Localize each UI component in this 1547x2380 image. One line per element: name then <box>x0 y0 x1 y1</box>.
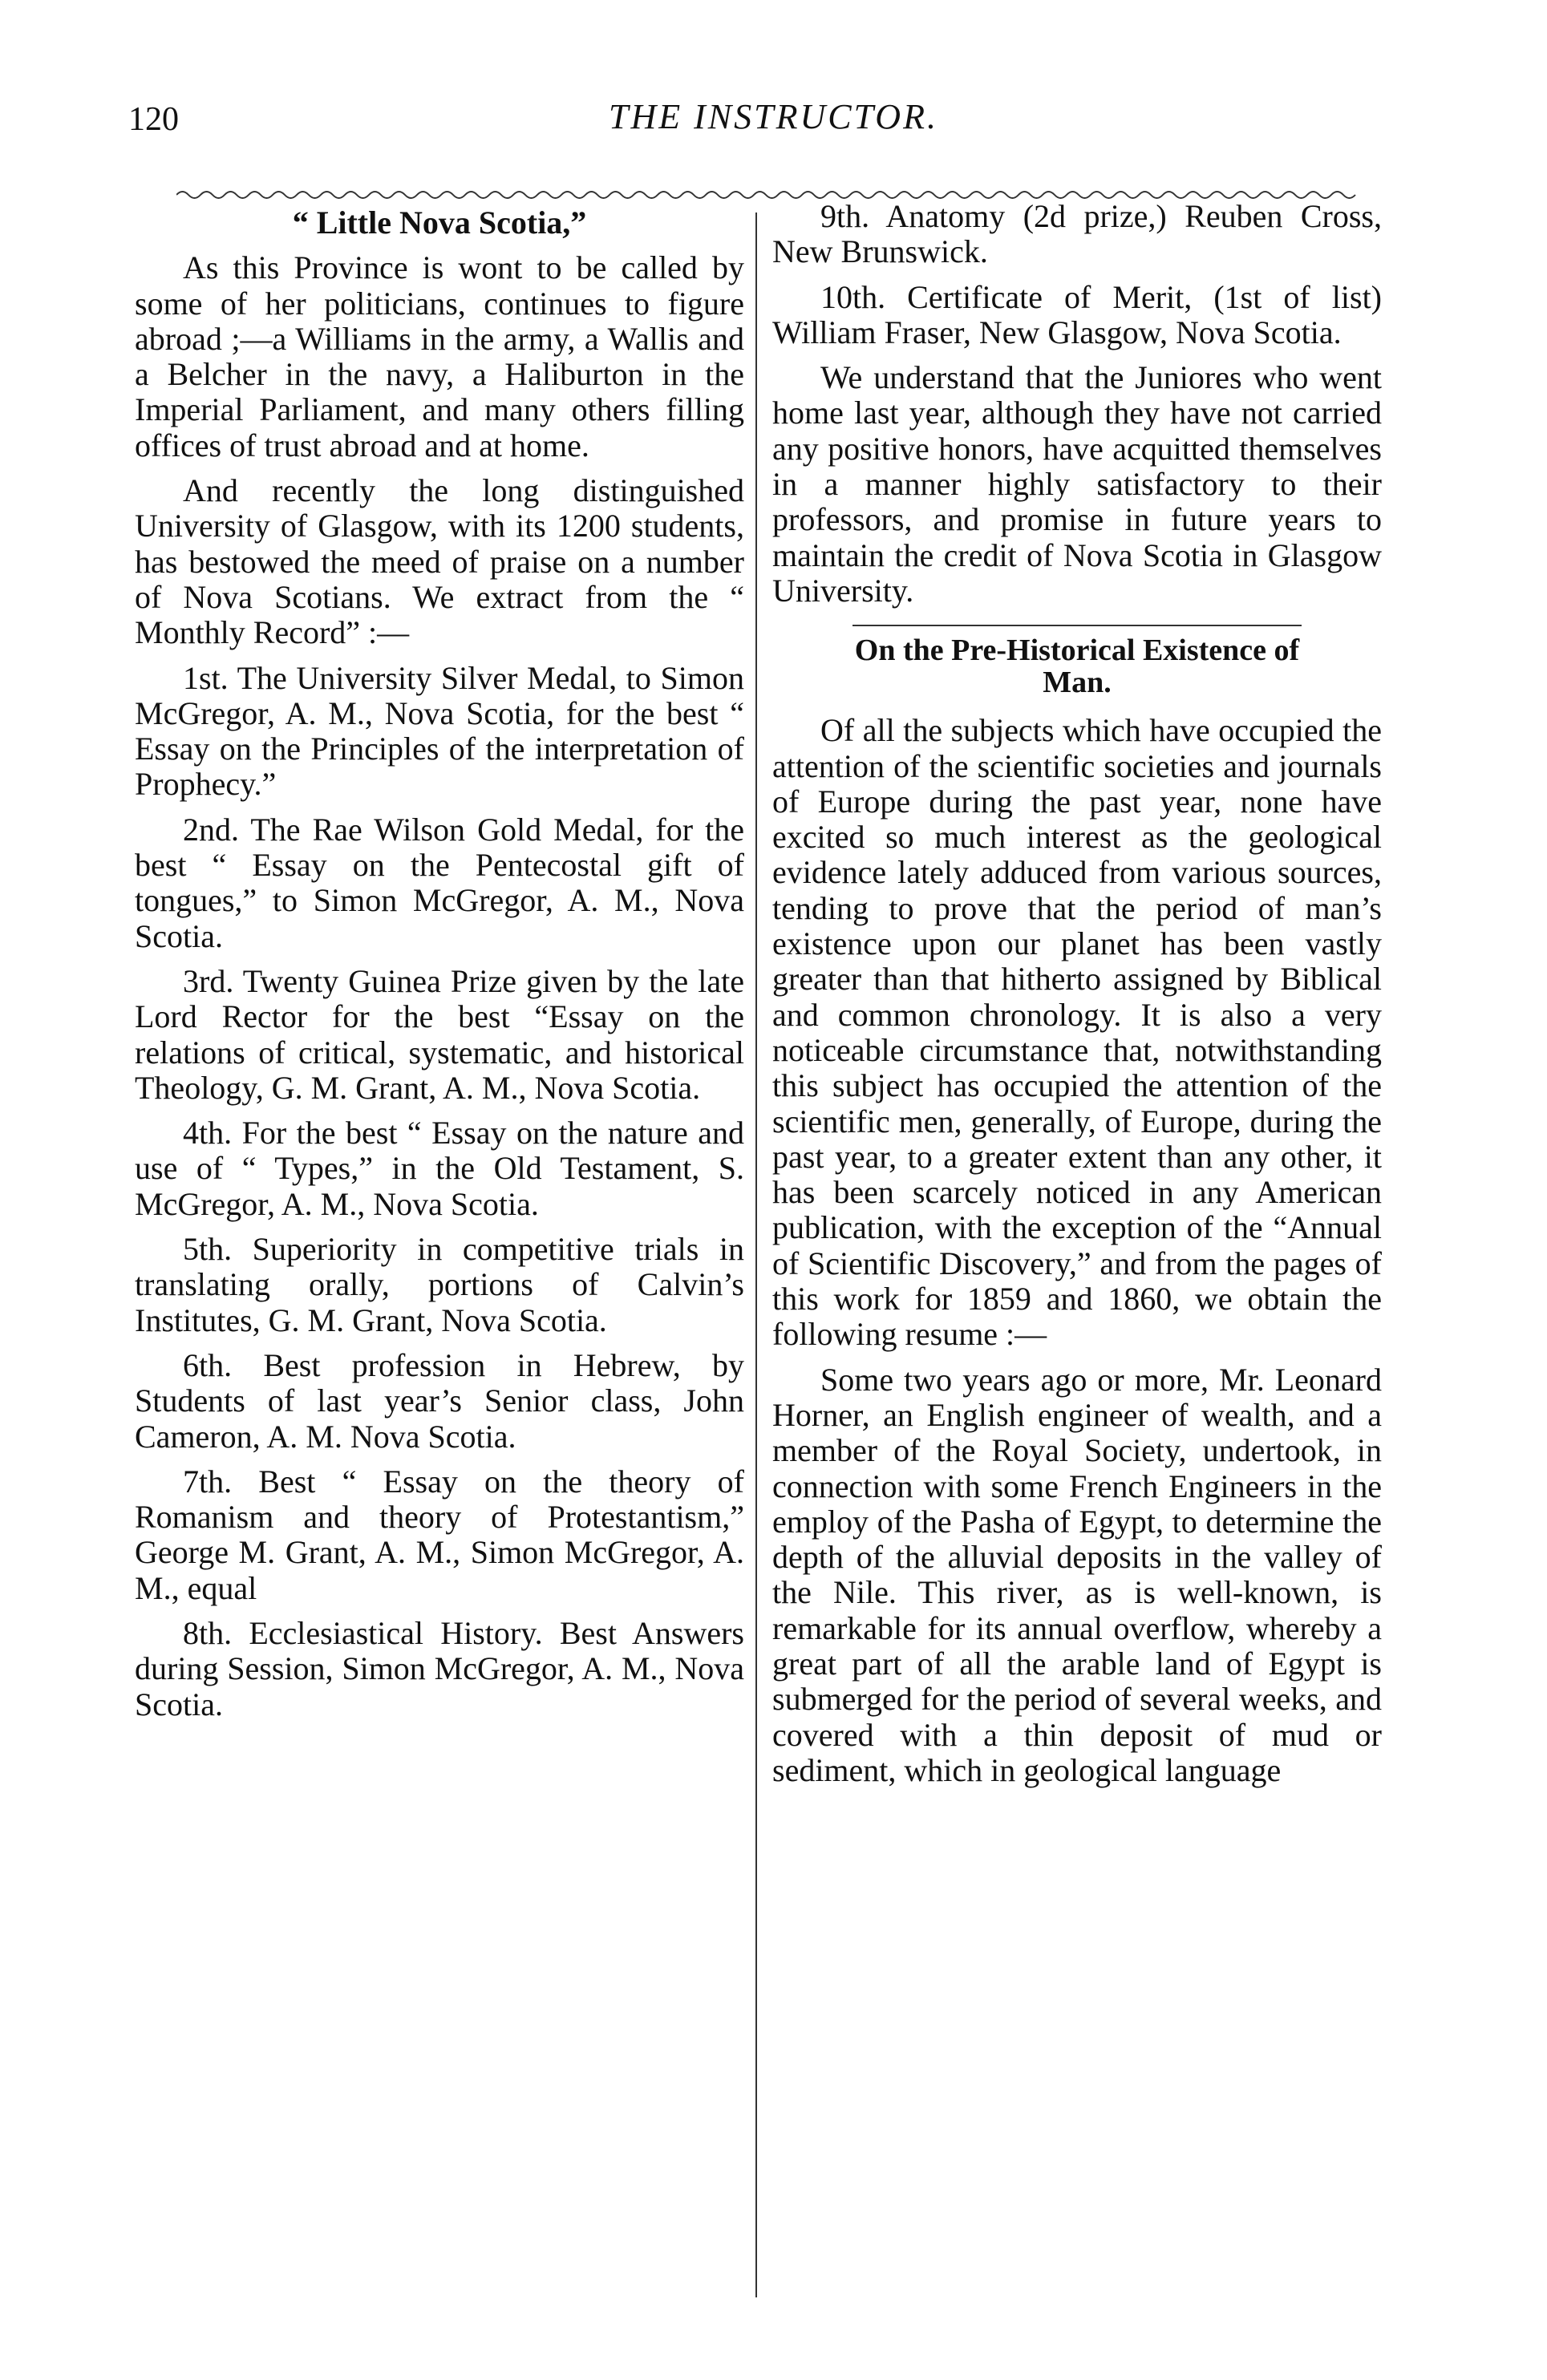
paragraph: Of all the subjects which have occupied the attention of the scientific societies and journals of Europe during the past year, none have excited so much interest as the geological evidence lately adduced from various sources, tending to prove that the period of man’s existence upon our planet has been vastly greater than that hitherto assigned by Biblical and common chronology. It is also a very noticeable circumstance that, notwithstanding this subject has occupied the attention of the scientific men, generally, of Europe, during the past year, to a greater extent than any other, it has been scarcely noticed in any American publication, with the exception of the “Annual of Scientific Discovery,” and from the pages of this work for 1859 and 1860, we obtain the following resume :— <box>772 712 1382 1353</box>
article-heading: “ Little Nova Scotia,” <box>292 204 587 241</box>
running-head: THE INSTRUCTOR. <box>609 97 938 136</box>
page-number: 120 <box>128 101 179 138</box>
list-item: 8th. Ecclesiastical History. Best Answers during Session, Simon McGregor, A. M., Nova Scotia. <box>135 1614 744 1722</box>
list-item: 2nd. The Rae Wilson Gold Medal, for the best “ Essay on the Pentecostal gift of tongues,” to Simon McGregor, A. M., Nova Scotia. <box>135 811 744 954</box>
article-heading-line: Man. <box>1043 666 1112 700</box>
list-item: 1st. The University Silver Medal, to Simon McGregor, A. M., Nova Scotia, for the best “ Essay on the Principles of the interpretation of Prophecy.” <box>135 659 744 803</box>
list-item: 3rd. Twenty Guinea Prize given by the late Lord Rector for the best “Essay on the relations of critical, systematic, and historical Theology, G. M. Grant, A. M., Nova Scotia. <box>135 962 744 1106</box>
column-rule <box>755 212 757 2297</box>
left-column <box>135 199 744 1732</box>
article-heading-line: On the Pre-Historical Existence of <box>854 633 1300 668</box>
list-item: 6th. Best profession in Hebrew, by Students of last year’s Senior class, John Cameron, A. M. Nova Scotia. <box>135 1346 744 1455</box>
paragraph: And recently the long distinguished University of Glasgow, with its 1200 students, has bestowed the meed of praise on a number of Nova Scotians. We extract from the “ Monthly Record” :— <box>135 472 744 651</box>
list-item: 10th. Certificate of Merit, (1st of list) William Fraser, New Glasgow, Nova Scotia. <box>772 278 1382 350</box>
paragraph: As this Province is wont to be called by some of her politicians, continues to figure abroad ;—a Williams in the army, a Wallis and a Belcher in the navy, a Haliburton in the Imperial Parliament, and many others filling offices of trust abroad and at home. <box>135 249 744 463</box>
right-column <box>772 199 1382 1798</box>
list-item: 5th. Superiority in competitive trials in translating orally, portions of Calvin’s Institutes, G. M. Grant, Nova Scotia. <box>135 1231 744 1338</box>
list-item: 7th. Best “ Essay on the theory of Romanism and theory of Protestantism,” George M. Grant, A. M., Simon McGregor, A. M., equal <box>135 1463 744 1606</box>
list-item: 4th. For the best “ Essay on the nature and use of “ Types,” in the Old Testament, S. McGregor, A. M., Nova Scotia. <box>135 1115 744 1222</box>
section-rule <box>852 625 1302 626</box>
paragraph: We understand that the Juniores who went home last year, although they have not carried any positive honors, have acquitted themselves in a manner highly satisfactory to their professors, and promise in future years to maintain the credit of Nova Scotia in Glasgow University. <box>772 359 1382 609</box>
paragraph: Some two years ago or more, Mr. Leonard Horner, an English engineer of wealth, and a member of the Royal Society, undertook, in connection with some French Engineers in the employ of the Pasha of Egypt, to determine the depth of the alluvial deposits in the valley of the Nile. This river, as is well-known, is remarkable for its annual overflow, whereby a great part of all the arable land of Egypt is submerged for the period of several weeks, and covered with a thin deposit of mud or sediment, which in geological language <box>772 1361 1382 1788</box>
list-item: 9th. Anatomy (2d prize,) Reuben Cross, New Brunswick. <box>772 198 1382 270</box>
article-heading <box>772 634 1382 698</box>
